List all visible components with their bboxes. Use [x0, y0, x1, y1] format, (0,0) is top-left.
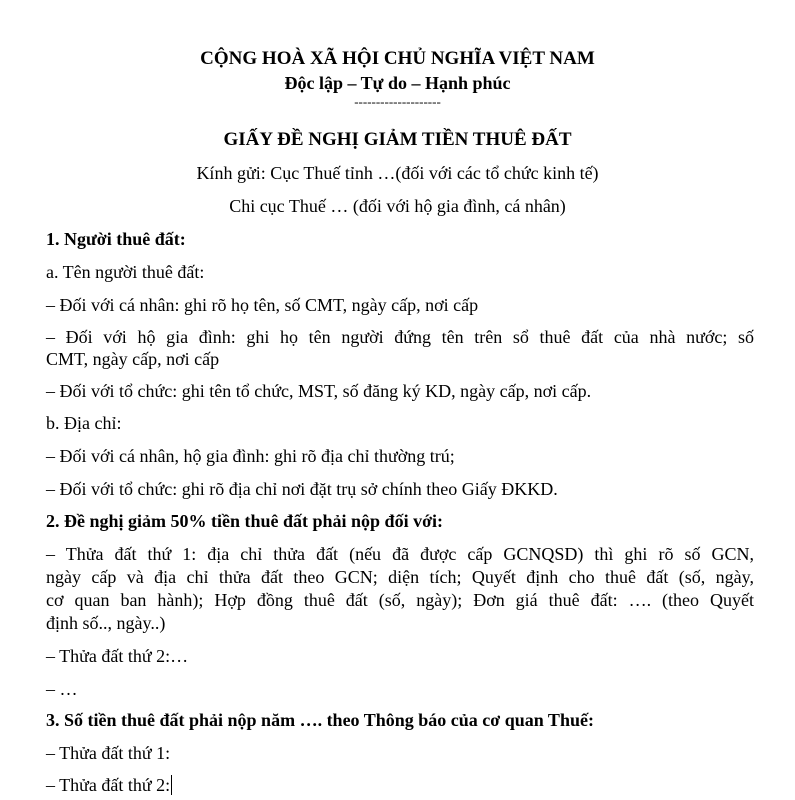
document-title: GIẤY ĐỀ NGHỊ GIẢM TIỀN THUÊ ĐẤT	[223, 129, 572, 150]
section-2-parcel-1-line-2: ngày cấp và địa chỉ thửa đất theo GCN; diện tích; Quyết định cho thuê đất (số, ngày,	[46, 567, 754, 587]
section-1b-organization: – Đối với tổ chức: ghi rõ địa chỉ nơi đặt trụ sở chính theo Giấy ĐKKD.	[46, 479, 558, 499]
section-1a-household-line-1: – Đối với hộ gia đình: ghi họ tên người đứng tên trên sổ thuê đất của nhà nước; số	[46, 327, 754, 347]
section-3-parcel-2: – Thửa đất thứ 2:	[46, 775, 171, 795]
section-2-more: – …	[46, 679, 78, 699]
section-1b-household: – Đối với cá nhân, hộ gia đình: ghi rõ địa chỉ thường trú;	[46, 446, 455, 466]
national-title: CỘNG HOÀ XÃ HỘI CHỦ NGHĨA VIỆT NAM	[200, 48, 595, 69]
section-2-parcel-1-line-1: – Thửa đất thứ 1: địa chỉ thửa đất (nếu đã được cấp GCNQSD) thì ghi rõ số GCN,	[46, 544, 754, 564]
section-1-heading: 1. Người thuê đất:	[46, 229, 186, 249]
section-1a-organization: – Đối với tổ chức: ghi tên tổ chức, MST, số đăng ký KD, ngày cấp, nơi cấp.	[46, 381, 592, 401]
section-1a-label: a. Tên người thuê đất:	[46, 262, 205, 282]
section-2-parcel-1-line-4: định số.., ngày..)	[46, 613, 166, 633]
section-2-parcel-2: – Thửa đất thứ 2:…	[46, 646, 189, 666]
header-divider: --------------------	[354, 94, 441, 109]
section-1a-household-line-2: CMT, ngày cấp, nơi cấp	[46, 349, 220, 369]
recipient-line-2: Chi cục Thuế … (đối với hộ gia đình, cá nhân)	[229, 196, 566, 216]
national-motto: Độc lập – Tự do – Hạnh phúc	[284, 73, 511, 93]
section-2-heading: 2. Đề nghị giảm 50% tiền thuê đất phải nộp đối với:	[46, 511, 444, 531]
recipient-line-1: Kính gửi: Cục Thuế tỉnh …(đối với các tổ chức kinh tế)	[196, 163, 599, 183]
text-cursor	[171, 775, 172, 795]
section-1a-individual: – Đối với cá nhân: ghi rõ họ tên, số CMT, ngày cấp, nơi cấp	[46, 295, 479, 315]
section-1b-label: b. Địa chỉ:	[46, 413, 122, 433]
section-3-heading: 3. Số tiền thuê đất phải nộp năm …. theo Thông báo của cơ quan Thuế:	[46, 710, 594, 730]
section-3-parcel-2-row	[46, 774, 754, 796]
section-3-parcel-1: – Thửa đất thứ 1:	[46, 743, 171, 763]
section-2-parcel-1-line-3: cơ quan ban hành); Hợp đồng thuê đất (số, ngày); Đơn giá thuê đất: …. (theo Quyết	[46, 590, 754, 610]
